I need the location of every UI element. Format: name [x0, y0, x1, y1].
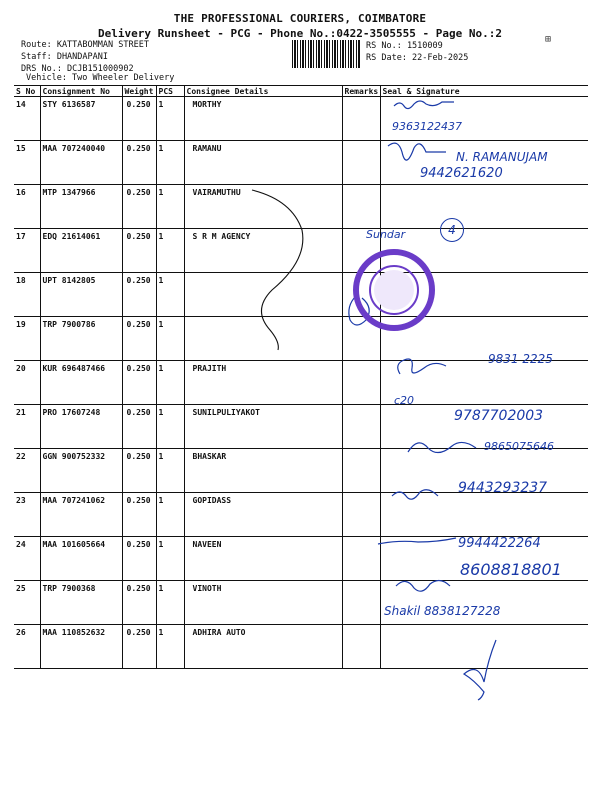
cell-pcs: 1	[156, 361, 184, 405]
cell-consignee: SUNILPULIYAKOT	[184, 405, 342, 449]
signature-stroke	[464, 640, 496, 700]
signature-stroke	[392, 490, 438, 499]
cell-weight: 0.250	[122, 273, 156, 317]
cell-consignment-no: PRO 17607248	[40, 405, 122, 449]
signature-stroke	[394, 101, 454, 109]
handwritten-name: N. RAMANUJAM	[456, 150, 548, 164]
cell-weight: 0.250	[122, 229, 156, 273]
cell-consignment-no: TRP 7900368	[40, 581, 122, 625]
cell-weight: 0.250	[122, 625, 156, 669]
rs-number: RS No.: 1510009	[366, 41, 443, 51]
cell-consignment-no: MTP 1347966	[40, 185, 122, 229]
handwritten-name: Sundar	[366, 228, 406, 241]
cell-consignment-no: GGN 900752332	[40, 449, 122, 493]
cell-sno: 22	[14, 449, 40, 493]
rs-date: RS Date: 22-Feb-2025	[366, 53, 469, 63]
route-label: Route: KATTABOMMAN STREET	[21, 40, 149, 50]
col-remarks: Remarks	[342, 86, 380, 97]
staff-label: Staff: DHANDAPANI	[21, 52, 108, 62]
cell-pcs: 1	[156, 97, 184, 141]
signature-stroke	[378, 538, 456, 544]
cell-pcs: 1	[156, 581, 184, 625]
cell-pcs: 1	[156, 449, 184, 493]
col-weight: Weight	[122, 86, 156, 97]
handwritten-phone: 9363122437	[392, 120, 462, 133]
col-signature: Seal & Signature	[380, 86, 588, 97]
vehicle-label: Vehicle: Two Wheeler Delivery	[26, 73, 175, 83]
cell-pcs: 1	[156, 317, 184, 361]
handwritten-phone: 9443293237	[458, 480, 548, 496]
signature-stroke	[408, 442, 476, 452]
cell-weight: 0.250	[122, 581, 156, 625]
cell-consignment-no: MAA 101605664	[40, 537, 122, 581]
cell-pcs: 1	[156, 141, 184, 185]
company-title: THE PROFESSIONAL COURIERS, COIMBATORE	[173, 12, 427, 25]
runsheet-subtitle: Delivery Runsheet - PCG - Phone No.:0422-3505555 - Page No.:2	[98, 27, 502, 40]
cell-sno: 23	[14, 493, 40, 537]
cell-pcs: 1	[156, 405, 184, 449]
signature-stroke	[398, 359, 446, 374]
cell-consignee: S R M AGENCY	[184, 229, 342, 273]
cell-consignee: RAMANU	[184, 141, 342, 185]
cell-consignment-no: TRP 7900786	[40, 317, 122, 361]
cell-sno: 18	[14, 273, 40, 317]
cell-consignee: PRAJITH	[184, 361, 342, 405]
cell-consignee: NAVEEN	[184, 537, 342, 581]
handwritten-name-phone: Shakil 8838127228	[384, 604, 501, 618]
cell-weight: 0.250	[122, 97, 156, 141]
cell-consignment-no: EDQ 21614061	[40, 229, 122, 273]
cell-sno: 14	[14, 97, 40, 141]
cell-weight: 0.250	[122, 185, 156, 229]
cell-weight: 0.250	[122, 537, 156, 581]
handwritten-phone: 9442621620	[420, 166, 503, 181]
cell-pcs: 1	[156, 493, 184, 537]
cell-consignment-no: STY 6136587	[40, 97, 122, 141]
signature-stroke	[388, 143, 446, 160]
cell-weight: 0.250	[122, 493, 156, 537]
cell-pcs: 1	[156, 273, 184, 317]
circled-number: 4	[440, 218, 464, 242]
cell-consignment-no: MAA 707240040	[40, 141, 122, 185]
cell-consignment-no: MAA 707241062	[40, 493, 122, 537]
cell-consignee: VINOTH	[184, 581, 342, 625]
handwritten-phone: 9865075646	[484, 440, 554, 453]
cell-sno: 24	[14, 537, 40, 581]
col-pcs: PCS	[156, 86, 184, 97]
handwritten-phone: 9944422264	[458, 536, 541, 551]
cell-consignment-no: KUR 696487466	[40, 361, 122, 405]
col-consignment: Consignment No	[40, 86, 122, 97]
cell-consignee: VAIRAMUTHU	[184, 185, 342, 229]
cell-sno: 16	[14, 185, 40, 229]
cell-consignee: MORTHY	[184, 97, 342, 141]
corner-mark-icon: ⊞	[545, 34, 552, 45]
handwritten-phone: 8608818801	[460, 560, 562, 579]
cell-sno: 21	[14, 405, 40, 449]
col-consignee: Consignee Details	[184, 86, 342, 97]
drs-number: DRS No.: DCJB151000902	[21, 64, 134, 74]
signature-stroke	[396, 580, 450, 591]
cell-consignee: GOPIDASS	[184, 493, 342, 537]
col-sno: S No	[14, 86, 40, 97]
cell-sno: 25	[14, 581, 40, 625]
cell-sno: 26	[14, 625, 40, 669]
handwritten-phone: 9831 2225	[488, 352, 553, 366]
agency-seal-stamp	[352, 248, 436, 332]
cell-consignment-no: UPT 8142805	[40, 273, 122, 317]
cell-sno: 20	[14, 361, 40, 405]
cell-consignee: BHASKAR	[184, 449, 342, 493]
pen-stroke	[252, 190, 303, 350]
cell-sno: 17	[14, 229, 40, 273]
cell-pcs: 1	[156, 625, 184, 669]
handwritten-phone: 9787702003	[454, 408, 544, 424]
cell-pcs: 1	[156, 229, 184, 273]
cell-sno: 19	[14, 317, 40, 361]
cell-consignee: ADHIRA AUTO	[184, 625, 342, 669]
cell-pcs: 1	[156, 185, 184, 229]
cell-consignment-no: MAA 110852632	[40, 625, 122, 669]
cell-weight: 0.250	[122, 317, 156, 361]
cell-weight: 0.250	[122, 449, 156, 493]
cell-weight: 0.250	[122, 141, 156, 185]
cell-weight: 0.250	[122, 405, 156, 449]
handwritten-note: c20	[394, 394, 415, 407]
cell-weight: 0.250	[122, 361, 156, 405]
cell-pcs: 1	[156, 537, 184, 581]
cell-sno: 15	[14, 141, 40, 185]
